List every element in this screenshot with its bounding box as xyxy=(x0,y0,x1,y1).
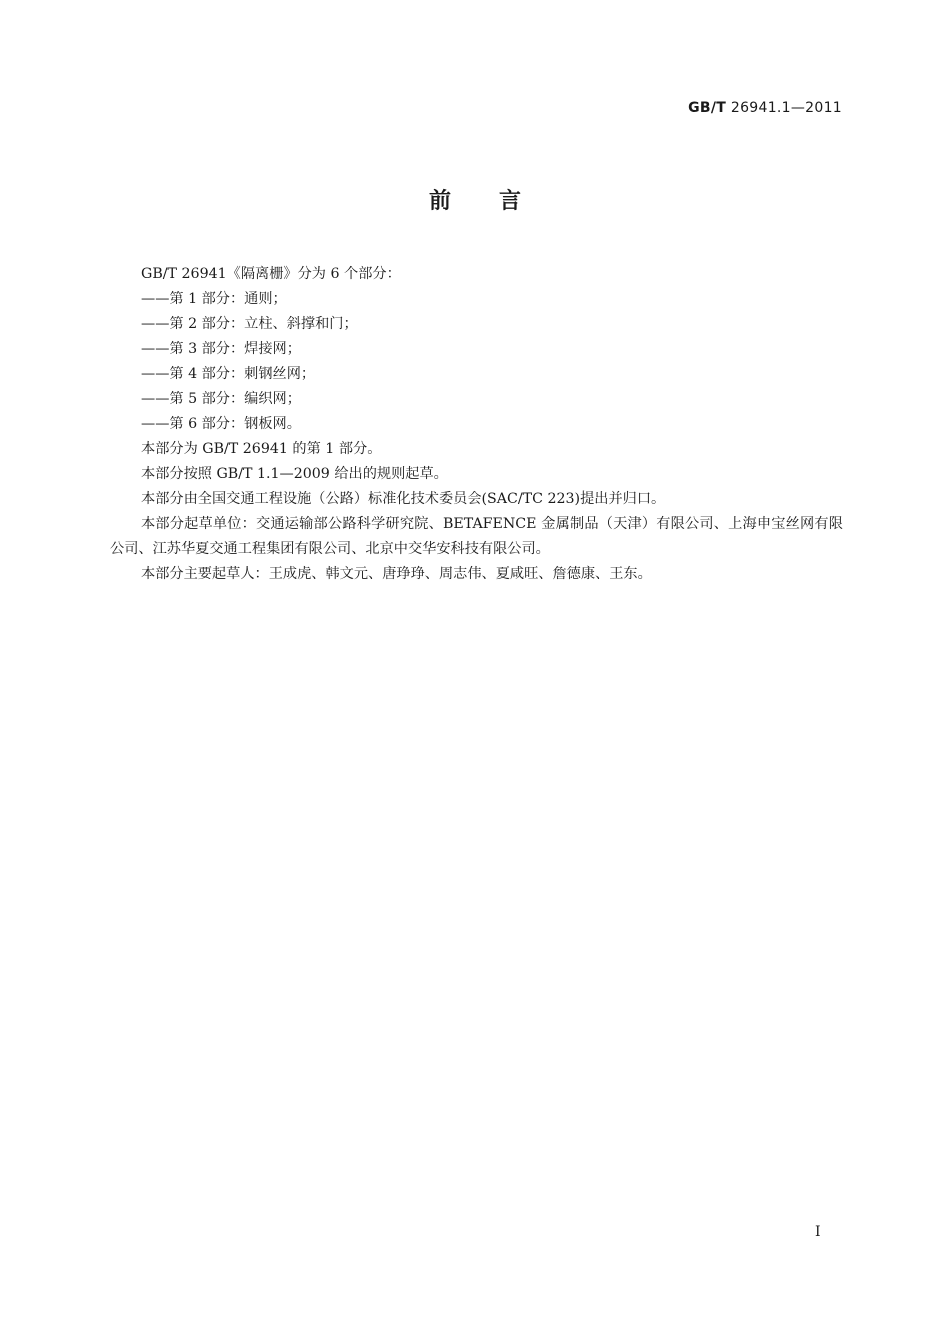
parts-intro: GB/T 26941《隔离栅》分为 6 个部分： xyxy=(141,266,401,282)
drafting-units-paragraph: 本部分起草单位：交通运输部公路科学研究院、BETAFENCE 金属制品（天津）有限公司、上海申宝丝网有限公司、江苏华夏交通工程集团有限公司、北京中交华安科技有限公司。 xyxy=(110,516,843,557)
page-title: 前言 xyxy=(428,189,569,214)
part-item-2: ——第 2 部分：立柱、斜撑和门； xyxy=(141,316,358,332)
drafting-rule-statement: 本部分按照 GB/T 1.1—2009 给出的规则起草。 xyxy=(141,466,448,482)
page-number: I xyxy=(815,1224,821,1240)
part-item-3: ——第 3 部分：焊接网； xyxy=(141,341,301,357)
drafters-statement: 本部分主要起草人：王成虎、韩文元、唐琤琤、周志伟、夏咸旺、詹德康、王东。 xyxy=(141,566,652,582)
foreword-body xyxy=(110,262,843,587)
part-item-1: ——第 1 部分：通则； xyxy=(141,291,287,307)
part-item-6: ——第 6 部分：钢板网。 xyxy=(141,416,301,432)
part-item-5: ——第 5 部分：编织网； xyxy=(141,391,301,407)
proposer-statement: 本部分由全国交通工程设施（公路）标准化技术委员会(SAC/TC 223)提出并归口。 xyxy=(141,491,666,507)
part-statement: 本部分为 GB/T 26941 的第 1 部分。 xyxy=(141,441,382,457)
standard-code-number: 26941.1—2011 xyxy=(730,100,842,116)
part-item-4: ——第 4 部分：刺钢丝网； xyxy=(141,366,316,382)
standard-code-prefix: GB/T xyxy=(688,100,727,116)
standard-code xyxy=(688,100,842,116)
